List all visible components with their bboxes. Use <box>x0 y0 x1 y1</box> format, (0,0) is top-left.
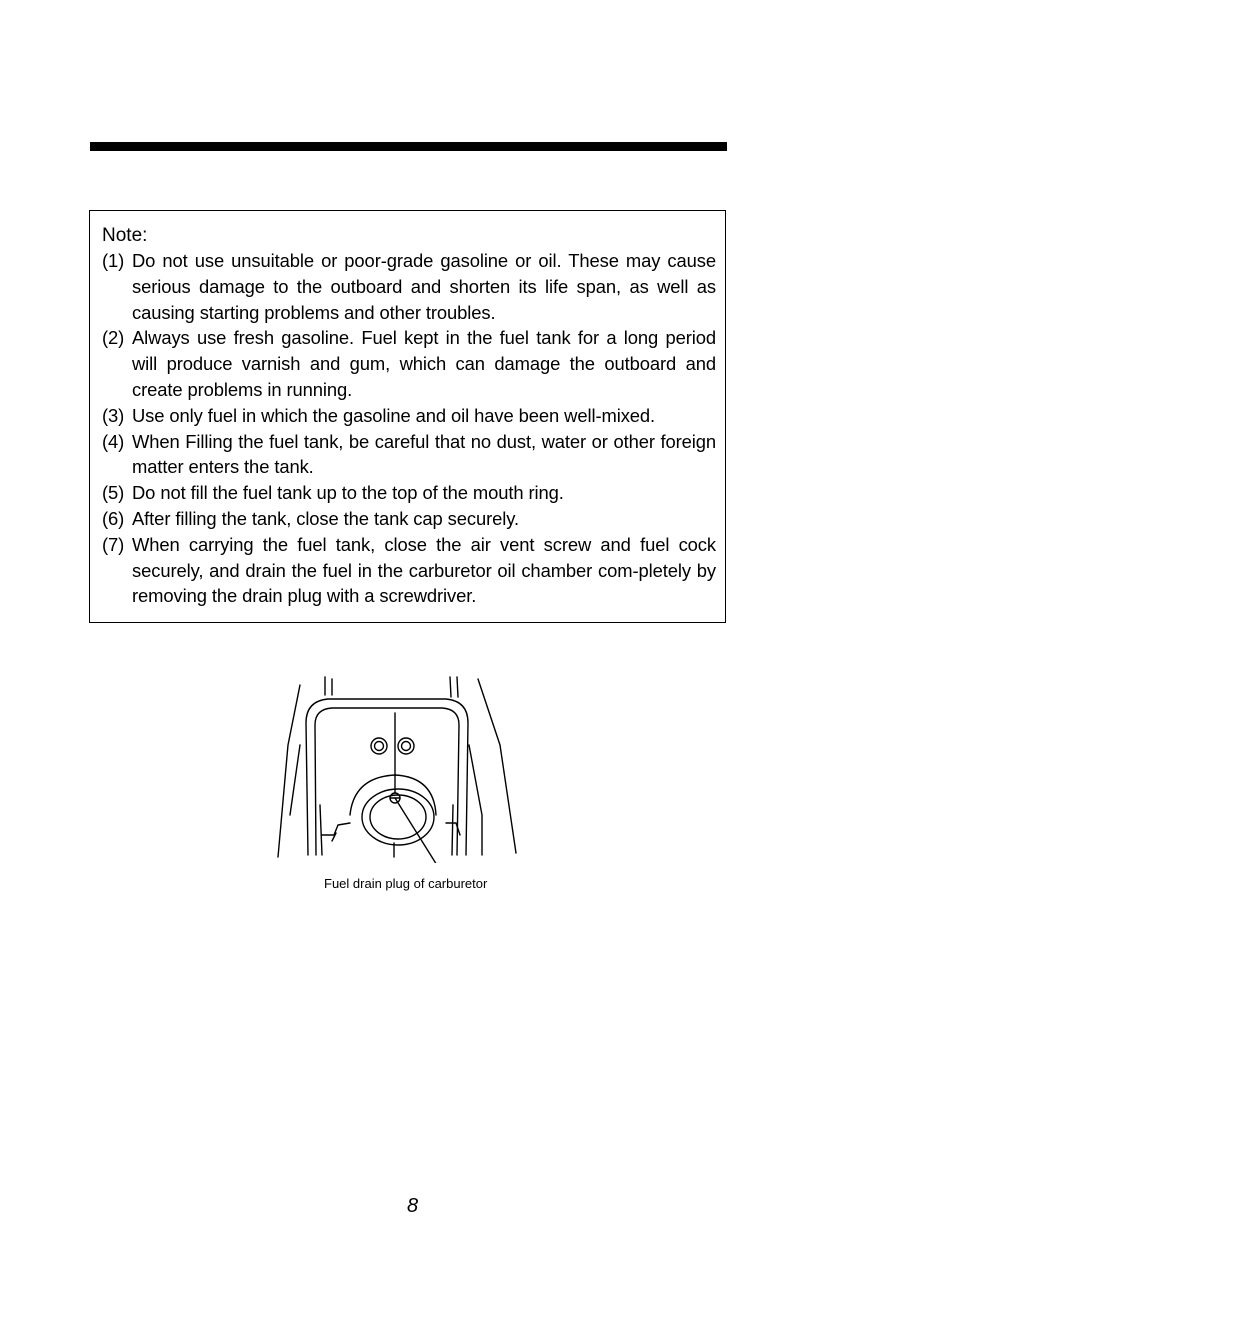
note-text: When carrying the fuel tank, close the air vent screw and fuel cock securely, and drain the fuel in the carburetor oil chamber com-pletely by removing the drain plug with a screwdriver. <box>132 533 716 607</box>
note-text: After filling the tank, close the tank cap securely. <box>132 507 519 529</box>
figure-caption: Fuel drain plug of carburetor <box>324 876 488 891</box>
carburetor-line-drawing <box>270 665 525 863</box>
note-item-1 <box>102 248 716 325</box>
note-number: (3) <box>102 404 125 426</box>
note-number: (1) <box>102 250 125 271</box>
note-title: Note: <box>102 225 148 246</box>
note-number: (4) <box>102 430 125 452</box>
note-number: (6) <box>102 507 125 529</box>
note-list <box>102 248 716 609</box>
note-item-3 <box>102 403 716 429</box>
note-text: Use only fuel in which the gasoline and oil have been well-mixed. <box>132 404 656 426</box>
note-number: (5) <box>102 482 125 504</box>
page-number: 8 <box>407 1195 419 1217</box>
note-text: Do not fill the fuel tank up to the top of the mouth ring. <box>132 482 564 504</box>
note-text: Do not use unsuitable or poor-grade gasoline or oil. These may cause serious damage to the outboard and shorten its life span, as well as causing starting problems and other troubles. <box>132 250 716 323</box>
top-rule <box>90 142 727 151</box>
note-item-2 <box>102 325 716 402</box>
note-item-7 <box>102 532 716 609</box>
note-number: (7) <box>102 533 125 555</box>
note-item-6 <box>102 506 716 532</box>
note-text: When Filling the fuel tank, be careful that no dust, water or other foreign matter enters the tank. <box>132 430 716 478</box>
note-item-5 <box>102 480 716 506</box>
note-text: Always use fresh gasoline. Fuel kept in the fuel tank for a long period will produce varnish and gum, which can damage the outboard and create problems in running. <box>132 327 716 400</box>
note-item-4 <box>102 429 716 481</box>
note-box <box>89 210 726 623</box>
carburetor-illustration <box>270 665 525 863</box>
note-number: (2) <box>102 327 125 349</box>
